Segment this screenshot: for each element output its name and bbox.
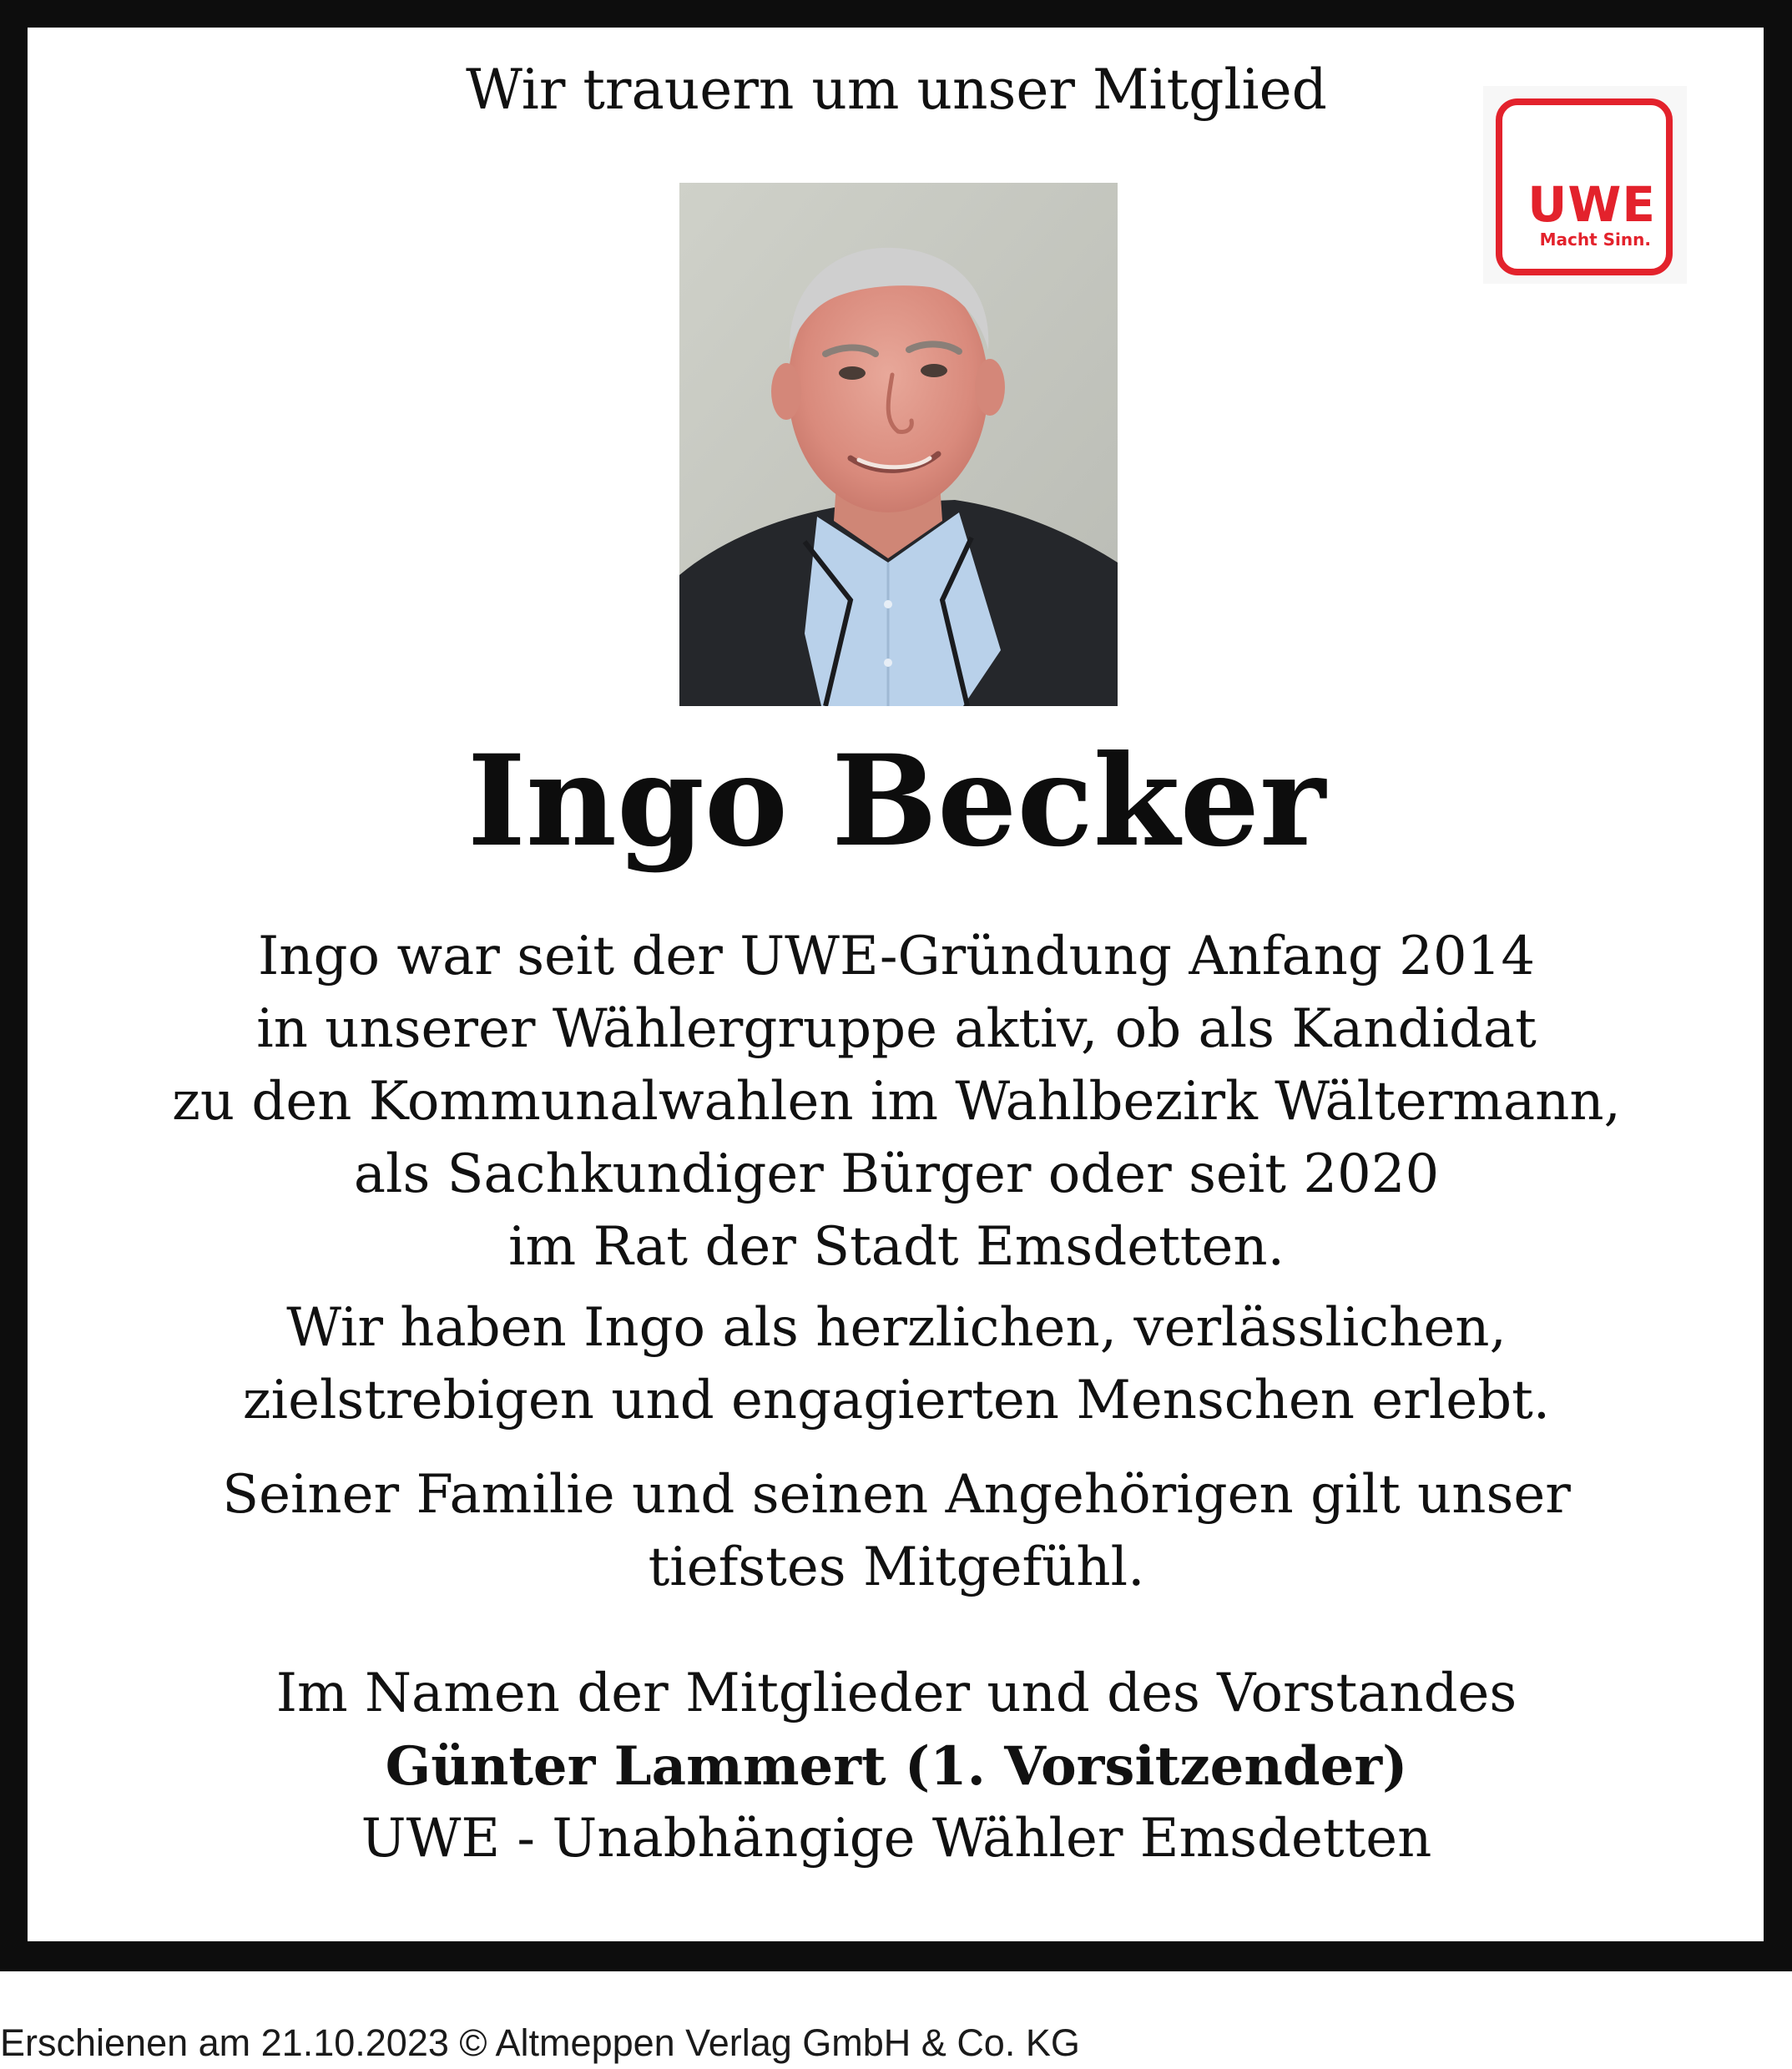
tribute-line: Wir haben Ingo als herzlichen, verlässlichen,: [286, 1297, 1507, 1359]
tribute-paragraph-1: [0, 921, 1792, 1284]
condolence-line: Seiner Familie und seinen Angehörigen gilt unser: [222, 1464, 1571, 1526]
tribute-line: als Sachkundiger Bürger oder seit 2020: [353, 1143, 1440, 1205]
tribute-line: im Rat der Stadt Emsdetten.: [508, 1216, 1285, 1278]
notice-header: Wir trauern um unser Mitglied: [466, 58, 1327, 122]
tribute-line: Ingo war seit der UWE-Gründung Anfang 2014: [257, 926, 1536, 987]
signature-organization: UWE - Unabhängige Wähler Emsdetten: [361, 1808, 1432, 1870]
uwe-logo-frame: [1496, 98, 1673, 275]
condolence-line: tiefstes Mitgefühl.: [648, 1537, 1145, 1598]
uwe-logo-tagline: Macht Sinn.: [1539, 230, 1651, 250]
signature-signer: Günter Lammert (1. Vorsitzender): [385, 1735, 1408, 1798]
tribute-line: zu den Kommunalwahlen im Wahlbezirk Wältermann,: [172, 1071, 1621, 1133]
signature-intro: Im Namen der Mitglieder und des Vorstandes: [275, 1663, 1517, 1724]
deceased-name: Ingo Becker: [467, 728, 1326, 875]
signature-block: [0, 1658, 1792, 1875]
uwe-logo: [1483, 86, 1687, 284]
tribute-line: zielstrebigen und engagierten Menschen erlebt.: [242, 1370, 1551, 1431]
portrait-photo: [679, 183, 1118, 706]
tribute-paragraph-2: [0, 1292, 1792, 1437]
tribute-line: in unserer Wählergruppe aktiv, ob als Kandidat: [256, 998, 1537, 1060]
publication-footer: Erschienen am 21.10.2023 © Altmeppen Verlag GmbH & Co. KG: [0, 2021, 1080, 2064]
uwe-logo-text: UWE: [1527, 176, 1656, 233]
condolence-paragraph: [0, 1459, 1792, 1604]
